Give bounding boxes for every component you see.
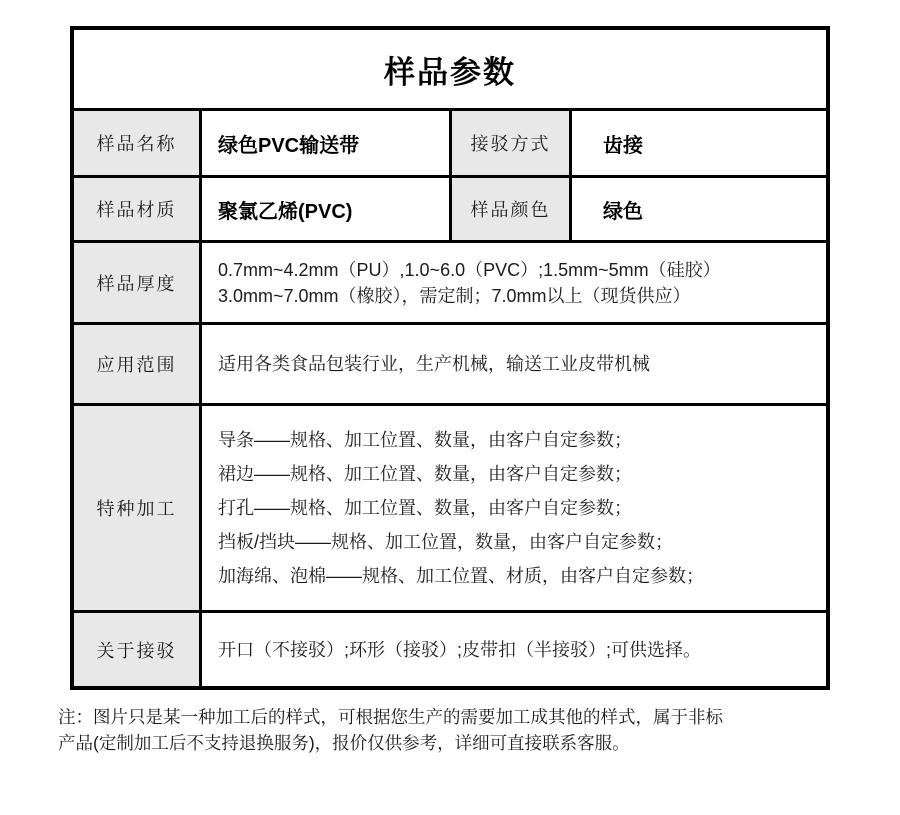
- special-processing-line-1: 导条——规格、加工位置、数量，由客户自定参数；: [218, 430, 632, 450]
- table-row-sample-material: [74, 175, 826, 240]
- application-line-1: 适用各类食品包装行业，生产机械，输送工业皮带机械: [218, 354, 650, 374]
- special-processing-line-3: 打孔——规格、加工位置、数量，由客户自定参数；: [218, 498, 632, 518]
- table-row-thickness: [74, 240, 826, 322]
- value-application: [199, 325, 826, 403]
- special-processing-line-2: 裙边——规格、加工位置、数量，由客户自定参数；: [218, 464, 632, 484]
- footnote-line-1: 注：图片只是某一种加工后的样式，可根据您生产的需要加工成其他的样式，属于非标: [58, 707, 723, 727]
- label-sample-material: 样品材质: [74, 178, 199, 240]
- table-row-special-processing: [74, 403, 826, 610]
- table-row-application: [74, 322, 826, 403]
- label-special-processing: 特种加工: [74, 406, 199, 610]
- table-row-sample-name: [74, 108, 826, 175]
- about-joint-line-1: 开口（不接驳）;环形（接驳）;皮带扣（半接驳）;可供选择。: [218, 639, 702, 660]
- table-row-about-joint: [74, 610, 826, 686]
- value-joint-method: 齿接: [569, 111, 826, 175]
- label-joint-method: 接驳方式: [449, 111, 569, 175]
- page-title: 样品参数: [384, 54, 516, 90]
- thickness-line-1: 0.7mm~4.2mm（PU）,1.0~6.0（PVC）;1.5mm~5mm（硅胶）: [218, 259, 721, 280]
- label-sample-color: 样品颜色: [449, 178, 569, 240]
- label-sample-name: 样品名称: [74, 111, 199, 175]
- label-application: 应用范围: [74, 325, 199, 403]
- footnote-line-2: 产品(定制加工后不支持退换服务)，报价仅供参考，详细可直接联系客服。: [58, 733, 630, 753]
- table-title-row: [74, 30, 826, 108]
- value-sample-name: 绿色PVC输送带: [199, 111, 449, 175]
- value-special-processing: [199, 406, 826, 610]
- label-thickness: 样品厚度: [74, 243, 199, 322]
- thickness-line-2: 3.0mm~7.0mm（橡胶），需定制；7.0mm以上（现货供应）: [218, 285, 691, 306]
- value-sample-color: 绿色: [569, 178, 826, 240]
- label-about-joint: 关于接驳: [74, 613, 199, 686]
- value-sample-material: 聚氯乙烯(PVC): [199, 178, 449, 240]
- footnote: [58, 704, 858, 756]
- special-processing-line-4: 挡板/挡块——规格、加工位置，数量，由客户自定参数；: [218, 532, 673, 552]
- special-processing-line-5: 加海绵、泡棉——规格、加工位置、材质，由客户自定参数；: [218, 566, 704, 586]
- value-about-joint: [199, 613, 826, 686]
- sample-parameters-table: [70, 26, 830, 690]
- value-thickness: [199, 243, 826, 322]
